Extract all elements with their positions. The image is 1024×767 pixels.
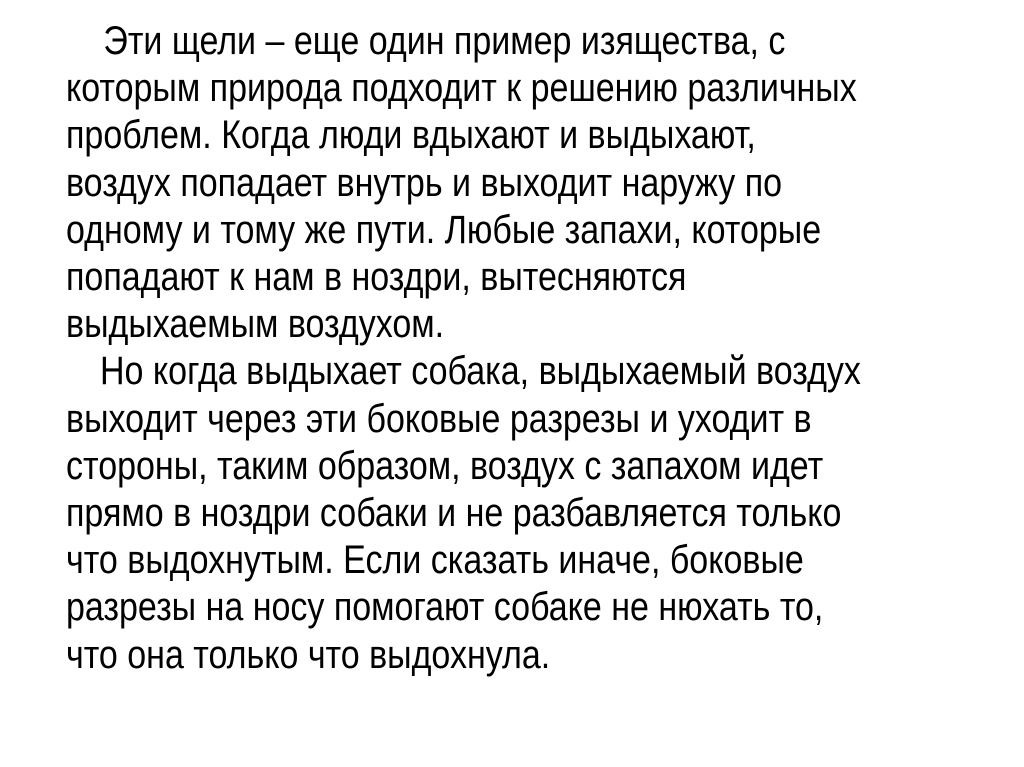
text-line: что она только что выдохнула. xyxy=(66,632,551,677)
text-line: проблем. Когда люди вдыхают и выдыхают, xyxy=(66,113,756,158)
text-line: выходит через эти боковые разрезы и уходит в xyxy=(66,396,812,441)
text-line: воздух попадает внутрь и выходит наружу по xyxy=(66,160,783,205)
text-line: Эти щели – еще один пример изящества, с xyxy=(103,19,786,63)
text-line: которым природа подходит к решению различных xyxy=(66,66,857,111)
text-line: попадают к нам в ноздри, вытесняются xyxy=(66,255,687,300)
text-line: что выдохнутым. Если сказать иначе, боковые xyxy=(66,538,804,583)
text-line: одному и тому же пути. Любые запахи, которые xyxy=(66,207,822,252)
text-line: разрезы на носу помогают собаке не нюхать то, xyxy=(66,585,824,630)
paragraph-1 xyxy=(66,18,986,348)
text-line: Но когда выдыхает собака, выдыхаемый воздух xyxy=(100,349,861,394)
text-line: выдыхаемым воздухом. xyxy=(66,302,445,347)
text-line: прямо в ноздри собаки и не разбавляется только xyxy=(66,491,842,536)
paragraph-2 xyxy=(66,348,986,678)
text-line: стороны, таким образом, воздух с запахом идет xyxy=(66,443,824,488)
text-body xyxy=(66,18,986,679)
